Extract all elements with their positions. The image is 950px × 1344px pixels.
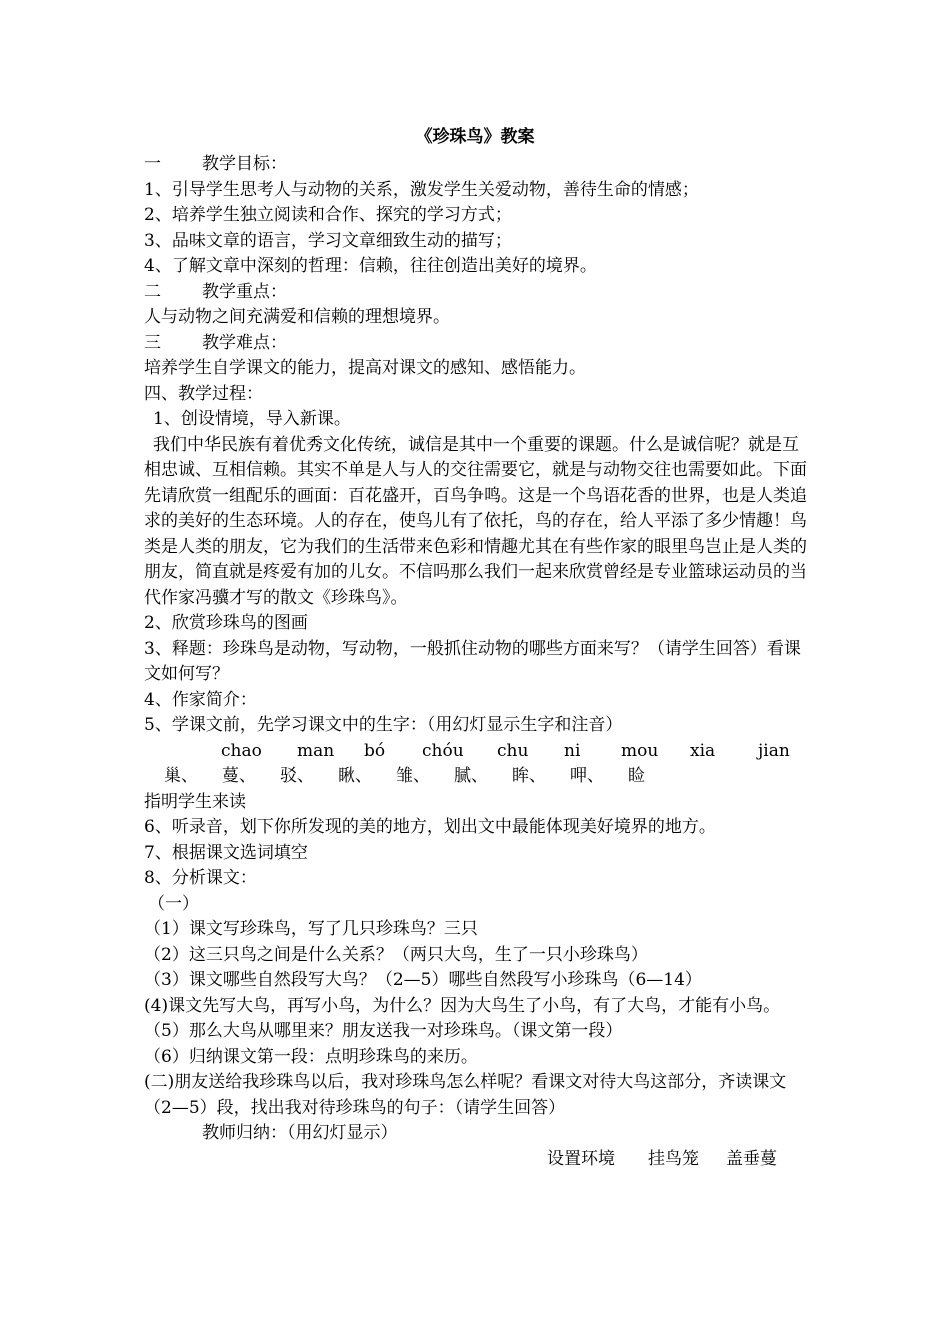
pinyin: chóu bbox=[422, 740, 464, 761]
pinyin: ni bbox=[564, 740, 581, 761]
section-focus-heading bbox=[144, 280, 814, 306]
question-5: （5）那么大鸟从哪里来？朋友送我一对珍珠鸟。（课文第一段） bbox=[144, 1021, 623, 1041]
summary-items-row bbox=[144, 1147, 814, 1173]
pinyin: bó bbox=[364, 740, 386, 761]
character: 呷、 bbox=[570, 766, 604, 786]
character: 巢、 bbox=[164, 766, 198, 786]
question-1: （1）课文写珍珠鸟，写了几只珍珠鸟？三只 bbox=[144, 919, 478, 939]
teacher-summary: 教师归纳：（用幻灯显示） bbox=[202, 1123, 398, 1143]
pinyin: man bbox=[297, 740, 335, 761]
section-label: 教学难点： bbox=[202, 332, 287, 353]
goal-item: 1、引导学生思考人与动物的关系，激发学生关爱动物，善待生命的情感； bbox=[144, 179, 699, 200]
document-body bbox=[144, 152, 814, 1172]
focus-text: 人与动物之间充满爱和信赖的理想境界。 bbox=[144, 307, 450, 327]
summary-item: 盖垂蔓 bbox=[726, 1148, 777, 1169]
step-2: 2、欣赏珍珠鸟的图画 bbox=[144, 613, 308, 633]
step-5: 5、学课文前，先学习课文中的生字：（用幻灯显示生字和注音） bbox=[144, 715, 623, 735]
character: 雏、 bbox=[396, 766, 430, 786]
part-1-label: （一） bbox=[148, 893, 199, 914]
question-6: （6）归纳课文第一段：点明珍珠鸟的来历。 bbox=[144, 1046, 478, 1067]
character: 腻、 bbox=[454, 766, 488, 786]
document-title: 《珍珠鸟》教案 bbox=[415, 127, 535, 147]
step-4: 4、作家简介： bbox=[144, 689, 257, 710]
goal-item: 2、培养学生独立阅读和合作、探究的学习方式； bbox=[144, 205, 512, 225]
step-5-note: 指明学生来读 bbox=[144, 791, 246, 812]
goal-item: 4、了解文章中深刻的哲理：信赖，往往创造出美好的境界。 bbox=[144, 256, 597, 276]
step-7: 7、根据课文选词填空 bbox=[144, 842, 308, 863]
summary-item: 挂鸟笼 bbox=[648, 1148, 699, 1169]
question-3: （3）课文哪些自然段写大鸟？（2—5）哪些自然段写小珍珠鸟（6—14） bbox=[144, 970, 702, 990]
section-label: 教学重点： bbox=[202, 281, 287, 302]
pinyin: chu bbox=[497, 740, 529, 761]
character-row bbox=[144, 764, 814, 790]
section-difficulty-heading bbox=[144, 331, 814, 357]
pinyin: xia bbox=[690, 740, 716, 761]
section-number: 一 bbox=[144, 154, 161, 174]
step-6: 6、听录音，划下你所发现的美的地方，划出文中最能体现美好境界的地方。 bbox=[144, 817, 716, 837]
step-8: 8、分析课文： bbox=[144, 868, 257, 888]
pinyin: mou bbox=[621, 740, 659, 761]
character: 睑 bbox=[628, 766, 645, 786]
character: 蔓、 bbox=[222, 766, 256, 786]
pinyin: jian bbox=[758, 740, 790, 761]
part-2: (二)朋友送给我珍珠鸟以后，我对珍珠鸟怎么样呢？看课文对待大鸟这部分，齐读课文（2—5）段，找出我对待珍珠鸟的句子：（请学生回答） bbox=[144, 1072, 787, 1118]
step-1: 1、创设情境，导入新课。 bbox=[153, 409, 351, 429]
character: 瞅、 bbox=[338, 766, 372, 786]
summary-item: 设置环境 bbox=[547, 1148, 615, 1169]
section-number: 二 bbox=[144, 281, 161, 302]
pinyin: chao bbox=[221, 740, 262, 761]
section-label: 教学目标： bbox=[202, 154, 287, 174]
question-4: (4)课文先写大鸟，再写小鸟，为什么？因为大鸟生了小鸟，有了大鸟，才能有小鸟。 bbox=[144, 995, 781, 1016]
section-goals-heading bbox=[144, 152, 814, 178]
section-number: 三 bbox=[144, 332, 161, 353]
character: 驳、 bbox=[280, 766, 314, 786]
intro-paragraph: 我们中华民族有着优秀文化传统，诚信是其中一个重要的课题。什么是诚信呢？就是互相忠诚、互相信赖。其实不单是人与人的交往需要它，就是与动物交往也需要如此。下面先请欣赏一组配乐的画面：百花盛开，百鸟争鸣。这是一个鸟语花香的世界，也是人类追求的美好的生态环境。人的存在，使鸟儿有了依托，鸟的存在，给人平添了多少情趣！鸟类是人类的朋友，它为我们的生活带来色彩和情趣尤其在有些作家的眼里鸟岂止是人类的朋友，简直就是疼爱有加的儿女。不信吗那么我们一起来欣赏曾经是专业篮球运动员的当代作家冯骥才写的散文《珍珠鸟》。 bbox=[144, 434, 807, 608]
process-heading: 四、教学过程： bbox=[144, 383, 263, 404]
difficulty-text: 培养学生自学课文的能力，提高对课文的感知、感悟能力。 bbox=[144, 358, 586, 378]
goal-item: 3、品味文章的语言，学习文章细致生动的描写； bbox=[144, 230, 512, 251]
character: 眸、 bbox=[512, 766, 546, 786]
pinyin-row bbox=[144, 739, 814, 765]
question-2: （2）这三只鸟之间是什么关系？（两只大鸟，生了一只小珍珠鸟） bbox=[144, 944, 648, 965]
step-3: 3、释题：珍珠鸟是动物，写动物，一般抓住动物的哪些方面来写？（请学生回答）看课文如何写？ bbox=[144, 638, 801, 684]
